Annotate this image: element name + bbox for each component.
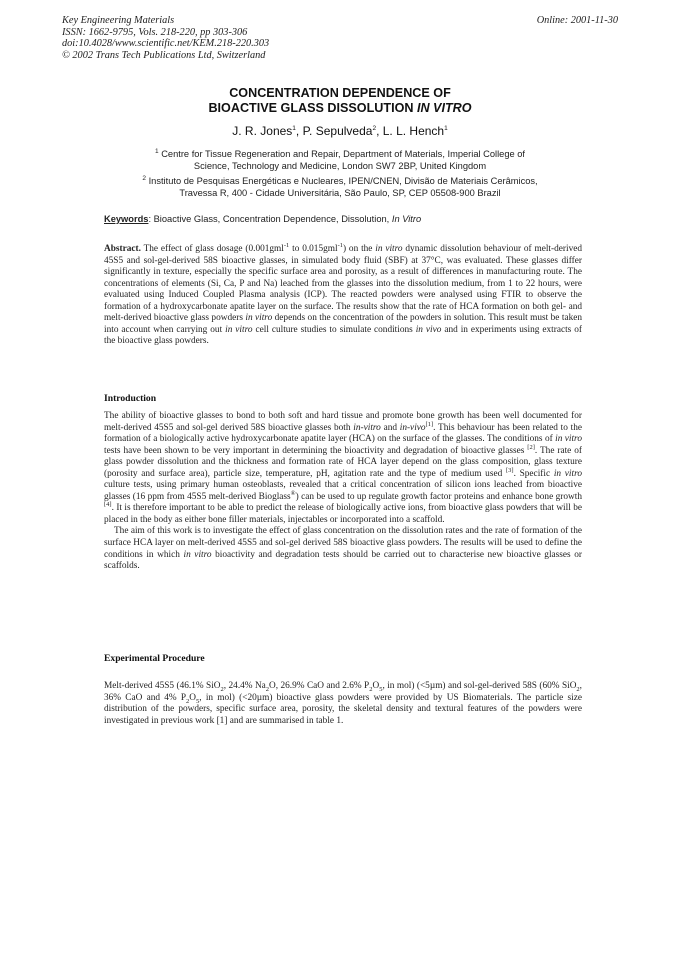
abstract-text-2: to 0.015gml	[289, 244, 338, 254]
affiliation-1	[62, 149, 618, 172]
intro-text: and	[380, 422, 400, 433]
intro-text: culture tests, using primary human osteoblasts, revealed that a critical concentration of silicon ions leached from bioactive glasses (16 ppm from 45S5 melt-derived Bioglass	[104, 480, 582, 502]
abstract-label: Abstract.	[104, 244, 141, 254]
intro-italic: in-vitro	[353, 422, 381, 433]
title-italic: IN VITRO	[416, 101, 472, 115]
doi-line: doi:10.4028/www.scientific.net/KEM.218-220.303	[62, 38, 270, 50]
abstract-text-4: dynamic dissolution behaviour of melt-derived 45S5 and sol-gel-derived 58S bioactive glasses, in simulated body fluid (SBF) at 37°C, was evaluated. These glasses differ significantly in texture, especially the specific surface area and porosity, as a result of differences in manufacturing route. The concentrations of elements (Si, Ca, P and Na) leached from the glasses into the dissolution medium, from 1 to 22 hours, were evaluated using Induced Coupled Plasma analysis (ICP). The reacted powders were analysed using FTIR to observe the formation of a hydroxycarbonate apatite layer on the surface. The results show that the rate of HCA formation on both gel- and melt-derived bioactive glass powders	[104, 244, 582, 324]
journal-header	[62, 15, 618, 61]
intro-text: The ability of bioactive glasses to bond to both soft and hard tissue and promote bone growth has been well documented for melt-derived 45S5 and sol-gel derived 58S bioactive glasses both	[104, 411, 582, 433]
citation-ref-1: [1]	[425, 420, 434, 428]
exp-text: O, 26.9% CaO and 2.6% P	[269, 681, 370, 691]
abstract	[104, 241, 582, 348]
intro-italic: in vitro	[183, 549, 212, 560]
abstract-italic-2: in vitro	[245, 313, 273, 324]
abstract-text-5: depends on the concentration of the powders in solution. This result must be taken into account when carrying out	[104, 313, 582, 335]
exp-text: , in mol) (<5µm) and sol-gel-derived 58S (60% SiO	[382, 681, 577, 691]
intro-italic: in vitro	[555, 434, 582, 445]
affiliation-1-line-2: Science, Technology and Medicine, London SW7 2BP, United Kingdom	[193, 160, 487, 171]
title-line-2	[62, 101, 618, 116]
subscript: 2	[576, 685, 580, 693]
author-2-affil: 2	[372, 125, 377, 132]
subscript: 2	[265, 685, 270, 693]
abstract-italic-4: in vivo	[415, 324, 442, 335]
abstract-italic-3: in vitro	[225, 324, 253, 335]
abstract-sup-2: -1	[337, 241, 343, 249]
title-line-1: CONCENTRATION DEPENDENCE OF	[229, 86, 451, 100]
introduction-paragraph-2	[104, 526, 582, 572]
intro-text: . This behaviour has been related to the formation of a biologically active hydroxycarbonate apatite layer (HCA) on the surface of the glasses. The conditions of	[104, 422, 582, 445]
affiliation-2-line-2: Travessa R, 400 - Cidade Universitária, São Paulo, SP, CEP 05508-900 Brazil	[179, 187, 501, 198]
affiliation-2	[62, 176, 618, 199]
exp-text: Melt-derived 45S5 (46.1% SiO	[104, 681, 221, 691]
affiliation-2-mark: 2	[142, 174, 146, 182]
abstract-text-6: cell culture studies to simulate conditions	[252, 324, 416, 335]
keywords: Keywords: Bioactive Glass, Concentration Dependence, Dissolution, In Vitro	[104, 214, 422, 224]
intro-text: bioactivity and degradation tests should be carried out to characterise new bioactive glasses or scaffolds.	[104, 549, 582, 572]
introduction-heading: Introduction	[104, 393, 157, 404]
intro-text: tests have been shown to be very important in determining the bioactivity and degradation of bioactive glasses	[104, 445, 528, 456]
citation-ref-4: [4]	[104, 501, 112, 509]
abstract-text-7: and in experiments using extracts of the bioactive glass powders.	[104, 324, 582, 347]
exp-text: , 24.4% Na	[223, 681, 266, 691]
subscript: 2	[186, 697, 190, 705]
subscript: 5	[196, 697, 200, 705]
online-date: Online: 2001-11-30	[536, 15, 618, 26]
title-line-2-main: BIOACTIVE GLASS DISSOLUTION	[208, 101, 414, 115]
abstract-sup-1: -1	[283, 241, 290, 249]
abstract-text-3: ) on the	[343, 244, 376, 254]
author-3: L. L. Hench	[382, 124, 445, 138]
registered-mark: ®	[290, 489, 296, 497]
intro-italic: in vitro	[553, 468, 582, 479]
subscript: 2	[369, 685, 373, 693]
intro-text: The aim of this work is to investigate the effect of glass concentration on the dissolution rates and the rate of formation of the surface HCA layer on melt-derived 45S5 and sol-gel derived 58S bioactive glass powders. The results will be used to define the conditions in which	[104, 526, 582, 560]
intro-text: ) can be used to up regulate growth factor proteins and enhance bone growth	[295, 491, 582, 502]
exp-text: , in mol) (<20µm) bioactive glass powders were provided by US Biomaterials. The particle size distribution of the powders, specific surface area, porosity, the skeletal density and textural features of the powders were investigated in previous work [1] and are summarised in table 1.	[104, 692, 582, 726]
author-list: J. R. Jones$^1$, P. Sepulveda$^2$, L. L. Hench$^1$	[232, 124, 448, 138]
keywords-text: Bioactive Glass, Concentration Dependence, Dissolution,	[153, 214, 390, 224]
author-1-affil: 1	[292, 125, 296, 132]
keywords-label: Keywords	[104, 214, 149, 224]
intro-italic: in-vivo	[399, 422, 426, 433]
journal-name: Key Engineering Materials	[62, 15, 175, 26]
intro-text: . It is therefore important to be able to predict the release of biologically active ions, from bioactive glass powders that will be placed in the body as either bone filler materials, injectables or incorporated into a scaffold.	[104, 503, 582, 525]
abstract-italic-1: in vitro	[375, 244, 403, 254]
abstract-text-1: The effect of glass dosage (0.001gml	[143, 244, 284, 254]
subscript: 2	[220, 685, 224, 693]
affiliation-1-mark: 1	[154, 147, 159, 155]
introduction-paragraph-1	[104, 411, 582, 526]
copyright-line: © 2002 Trans Tech Publications Ltd, Switzerland	[62, 49, 266, 61]
author-1: J. R. Jones	[232, 124, 293, 138]
introduction-body	[104, 411, 582, 573]
exp-text: O	[189, 692, 197, 703]
author-3-affil: 1	[444, 125, 448, 132]
experimental-paragraph	[104, 681, 582, 727]
experimental-heading: Experimental Procedure	[104, 653, 205, 664]
author-2: P. Sepulveda	[302, 124, 373, 138]
paper-title	[62, 86, 618, 116]
affiliation-1-line-1: Centre for Tissue Regeneration and Repair, Department of Materials, Imperial College of	[161, 149, 525, 159]
exp-text: O	[372, 681, 380, 691]
issn-line: ISSN: 1662-9795, Vols. 218-220, pp 303-306	[62, 26, 248, 38]
exp-text: , 36% CaO and 4% P	[104, 681, 582, 703]
citation-ref-2: [2]	[527, 443, 535, 451]
experimental-body	[104, 681, 582, 727]
keywords-italic: In Vitro	[391, 214, 422, 224]
intro-text: . The rate of glass powder dissolution and the thickness and formation rate of HCA layer depend on the glass composition, glass texture (porosity and surface area), particle size, temperature, pH, agitation rate and the type of medium used	[104, 445, 582, 479]
subscript: 5	[379, 685, 383, 693]
citation-ref-3: [3]	[505, 466, 514, 474]
affiliation-2-line-1: Instituto de Pesquisas Energéticas e Nucleares, IPEN/CNEN, Divisão de Materiais Cerâmicos,	[148, 176, 538, 186]
intro-text: . Specific	[513, 468, 554, 479]
